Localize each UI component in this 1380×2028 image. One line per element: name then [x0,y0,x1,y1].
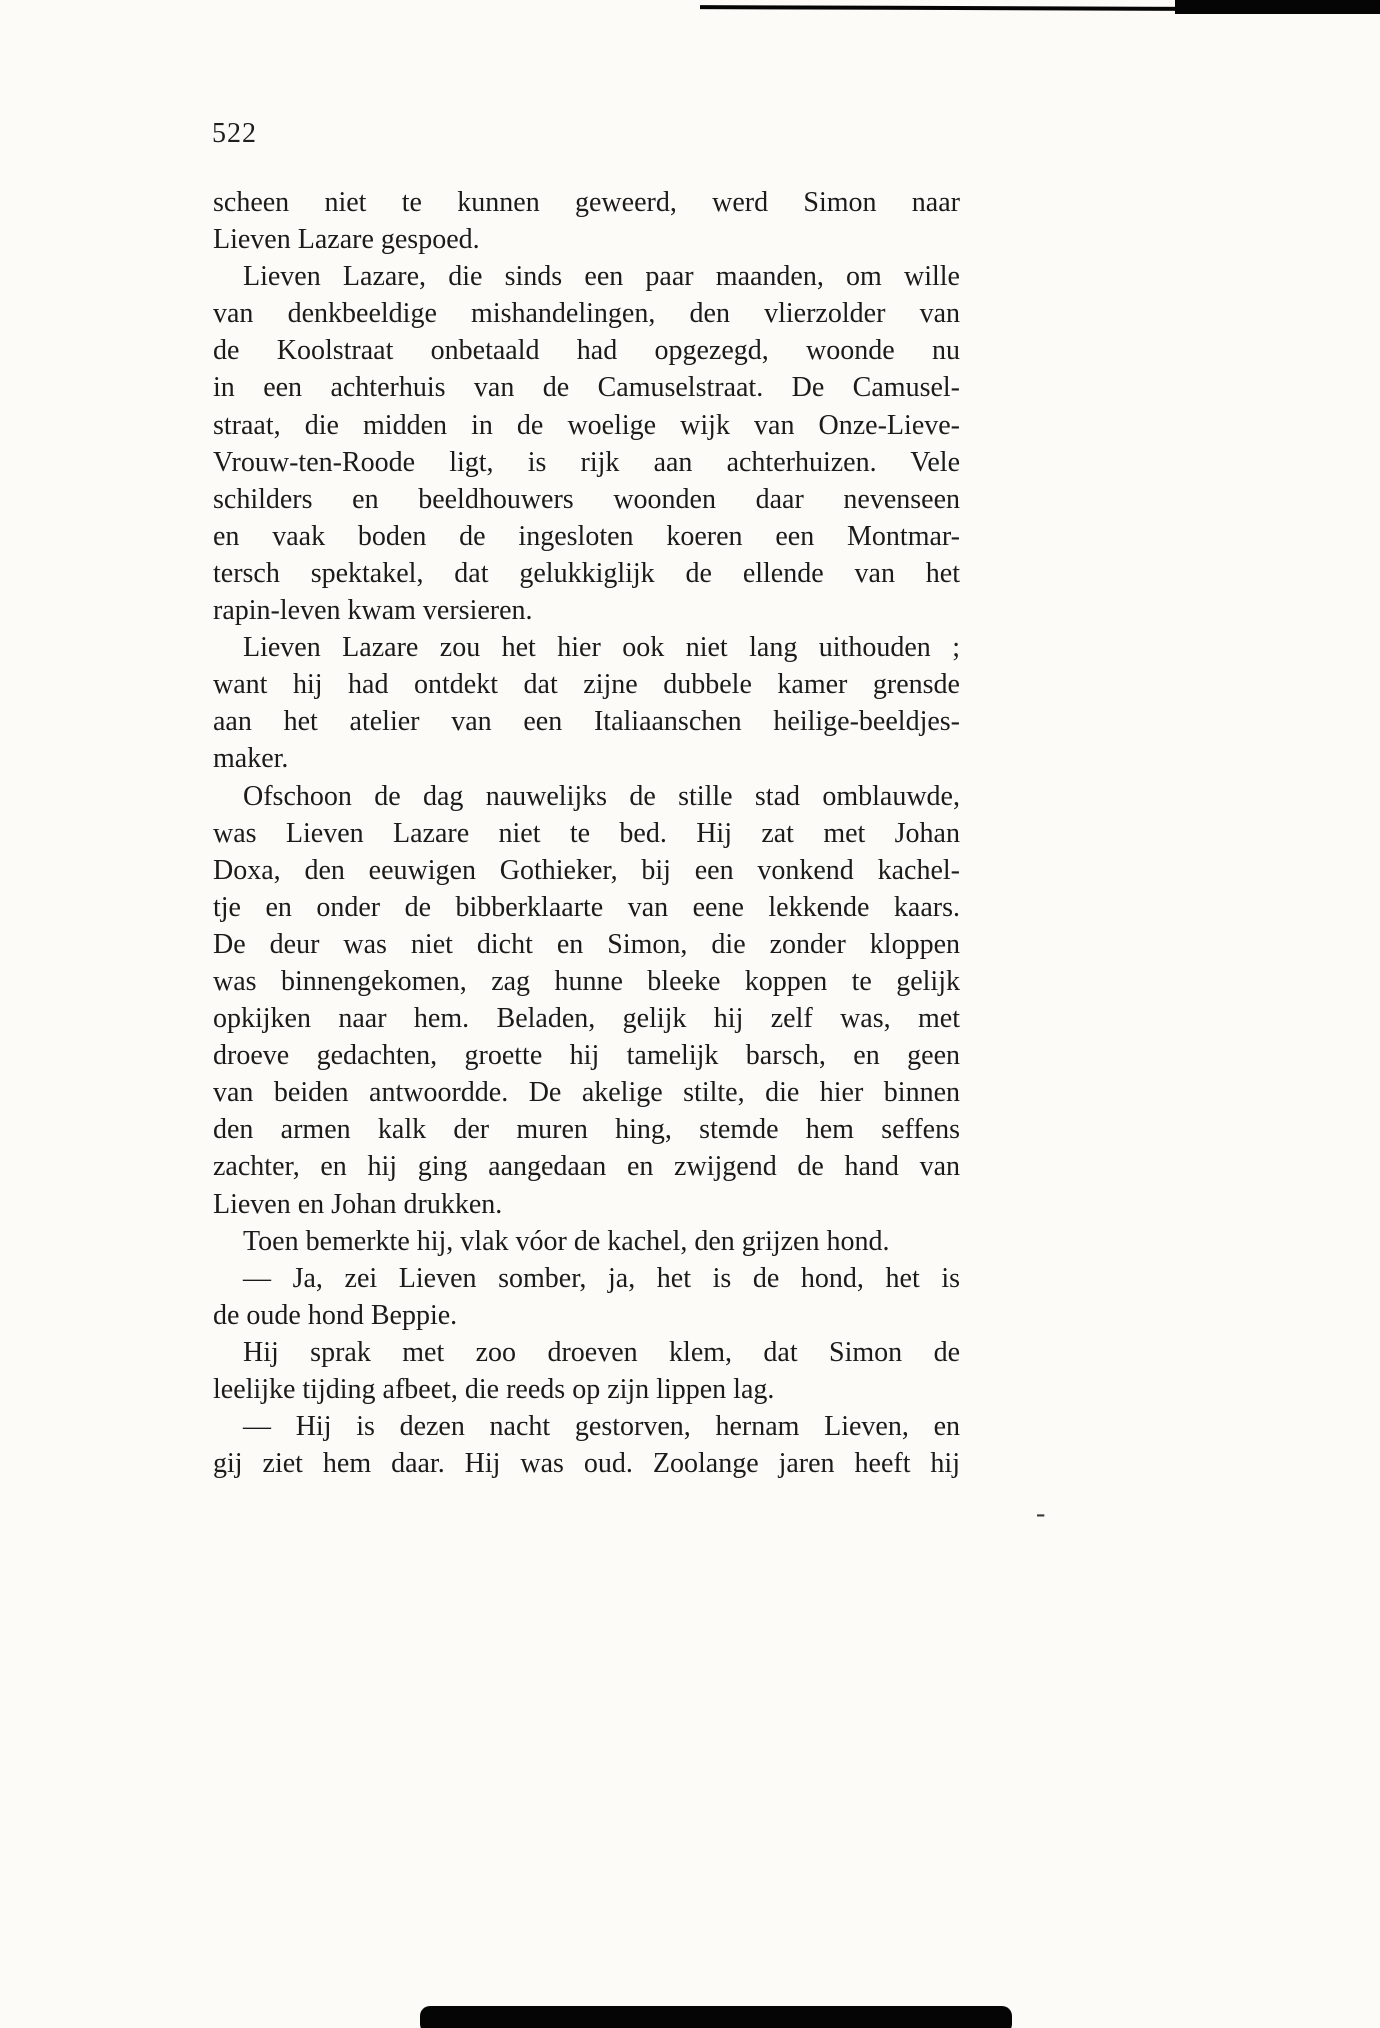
text-line: Lieven Lazare zou het hier ook niet lang uithouden ; [243,632,960,664]
text-line: rapin-leven kwam versieren. [213,595,533,627]
text-line: den armen kalk der muren hing, stemde hem seffens [213,1114,960,1146]
scan-artifact-top-block [1175,0,1380,14]
text-line: en vaak boden de ingesloten koeren een Montmar- [213,520,960,552]
text-line: tje en onder de bibberklaarte van eene lekkende kaars. [213,891,960,923]
text-line: Hij sprak met zoo droeven klem, dat Simon de [243,1336,960,1368]
scan-artifact-bottom [420,2006,1012,2028]
stray-mark: - [1036,1498,1046,1529]
page-number: 522 [212,118,257,149]
text-line: aan het atelier van een Italiaanschen heilige-beeldjes- [213,706,960,738]
scan-artifact-top-line [700,5,1190,11]
text-block [213,184,960,1482]
text-line: Doxa, den eeuwigen Gothieker, bij een vonkend kachel- [213,854,960,886]
text-line: van beiden antwoordde. De akelige stilte, die hier binnen [213,1077,960,1109]
text-line: droeve gedachten, groette hij tamelijk barsch, en geen [213,1040,960,1072]
text-line: Lieven Lazare gespoed. [213,224,480,256]
text-line: scheen niet te kunnen geweerd, werd Simon naar [213,187,960,218]
text-line: — Hij is dezen nacht gestorven, hernam Lieven, en [243,1411,960,1443]
text-line: — Ja, zei Lieven somber, ja, het is de hond, het is [243,1262,960,1294]
text-line: van denkbeeldige mishandelingen, den vlierzolder van [213,298,960,330]
text-line: was binnengekomen, zag hunne bleeke koppen te gelijk [213,965,960,997]
text-line: tersch spektakel, dat gelukkiglijk de ellende van het [213,557,960,589]
text-line: leelijke tijding afbeet, die reeds op zijn lippen lag. [213,1374,775,1405]
text-line: Lieven Lazare, die sinds een paar maanden, om wille [243,261,960,293]
text-line: zachter, en hij ging aangedaan en zwijgend de hand van [213,1151,960,1183]
text-line: de oude hond Beppie. [213,1299,458,1331]
text-line: De deur was niet dicht en Simon, die zonder kloppen [213,928,960,960]
text-line: Toen bemerkte hij, vlak vóor de kachel, den grijzen hond. [243,1225,890,1257]
text-line: schilders en beeldhouwers woonden daar nevenseen [213,483,960,515]
text-line: want hij had ontdekt dat zijne dubbele kamer grensde [213,669,960,701]
text-line: straat, die midden in de woelige wijk van Onze-Lieve- [213,409,960,441]
text-line: opkijken naar hem. Beladen, gelijk hij zelf was, met [213,1003,960,1035]
text-line: was Lieven Lazare niet te bed. Hij zat met Johan [213,817,960,849]
text-line: gij ziet hem daar. Hij was oud. Zoolange jaren heeft hij [213,1448,960,1480]
text-line: Vrouw-ten-Roode ligt, is rijk aan achterhuizen. Vele [213,446,960,478]
text-line: in een achterhuis van de Camuselstraat. De Camusel- [213,372,960,404]
text-line: maker. [213,743,289,775]
text-line: Lieven en Johan drukken. [213,1188,503,1220]
text-line: de Koolstraat onbetaald had opgezegd, woonde nu [213,335,960,367]
text-line: Ofschoon de dag nauwelijks de stille stad omblauwde, [243,780,960,812]
